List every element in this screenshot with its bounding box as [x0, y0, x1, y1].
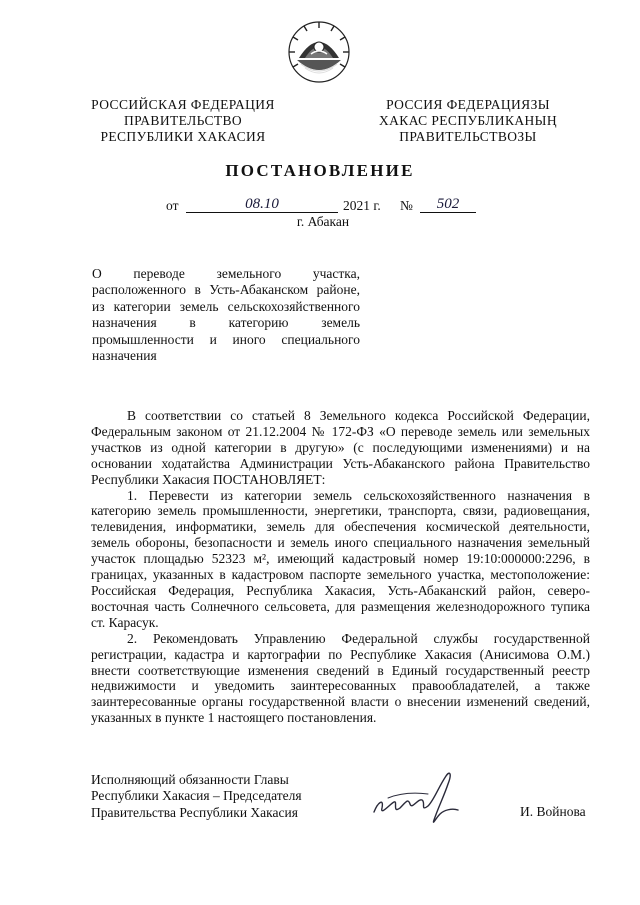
date-value: 08.10 — [186, 198, 338, 213]
signature-position-line: Исполняющий обязанности Главы — [91, 772, 289, 787]
year-label: 2021 г. — [343, 198, 381, 213]
header-right-line: РОССИЯ ФЕДЕРАЦИЯЗЫ — [386, 97, 550, 112]
city-label: г. Абакан — [296, 214, 350, 229]
coat-of-arms-emblem-icon — [287, 20, 351, 84]
header-left-line: ПРАВИТЕЛЬСТВО — [123, 113, 243, 128]
header-right — [368, 97, 568, 145]
date-from-label: от — [166, 198, 179, 213]
body-paragraph: 2. Рекомендовать Управлению Федеральной службы государственной регистрации, кадастра и картографии по Республике Хакасия (Анисимова О.М.) внести соответствующие изменения сведений в Единый государственный реестр недвижимости и уведомить заинтересованных правообладателей, а также заинтересованные органы государственной власти о внесении изменений сведений, указанных в пункте 1 настоящего постановления. — [91, 630, 590, 726]
document-subject: О переводе земельного участка, расположенного в Усть-Абаканском районе, из категории земель сельскохозяйственного назначения в категорию земель промышленности и иного специального назначения — [92, 266, 360, 364]
header-left — [88, 97, 278, 145]
header-left-line: РОССИЙСКАЯ ФЕДЕРАЦИЯ — [91, 97, 275, 112]
header-right-line: ХАКАС РЕСПУБЛИКАНЫҢ — [379, 113, 557, 128]
signature-position-line: Правительства Республики Хакасия — [91, 804, 298, 820]
header-left-line: РЕСПУБЛИКИ ХАКАСИЯ — [100, 129, 266, 144]
signer-name: И. Войнова — [520, 804, 586, 819]
document-title: ПОСТАНОВЛЕНИЕ — [225, 161, 415, 180]
document-number: 502 — [420, 198, 476, 213]
body-paragraph: В соответствии со статьей 8 Земельного кодекса Российской Федерации, Федеральным законом от 21.12.2004 № 172-ФЗ «О переводе земель или земельных участков из одной категории в другую» (с последующими изменениями) и на основании ходатайства Администрации Усть-Абаканского района Правительство Республики Хакасия ПОСТАНОВЛЯЕТ: — [91, 408, 590, 487]
handwritten-signature-icon — [368, 768, 478, 828]
document-body — [91, 408, 590, 726]
signature-position-line: Республики Хакасия – Председателя — [91, 788, 302, 804]
header-right-line: ПРАВИТЕЛЬСТВОЗЫ — [399, 129, 537, 144]
body-paragraph: 1. Перевести из категории земель сельскохозяйственного назначения в категорию земель промышленности, энергетики, транспорта, связи, радиовещания, телевидения, информатики, земель для обеспечения космической деятельности, земель обороны, безопасности и земель иного специального назначения земельный участок площадью 52323 м², имеющий кадастровый номер 19:10:000000:2296, в границах, указанных в кадастровом паспорте земельного участка, местоположение: Российская Федерация, Республика Хакасия, Усть-Абаканский район, северо-восточная часть Солнечного сельсовета, для размещения железнодорожного тупика ст. Карасук. — [91, 487, 590, 630]
number-sign: № — [400, 198, 413, 213]
signature-position — [91, 772, 302, 821]
